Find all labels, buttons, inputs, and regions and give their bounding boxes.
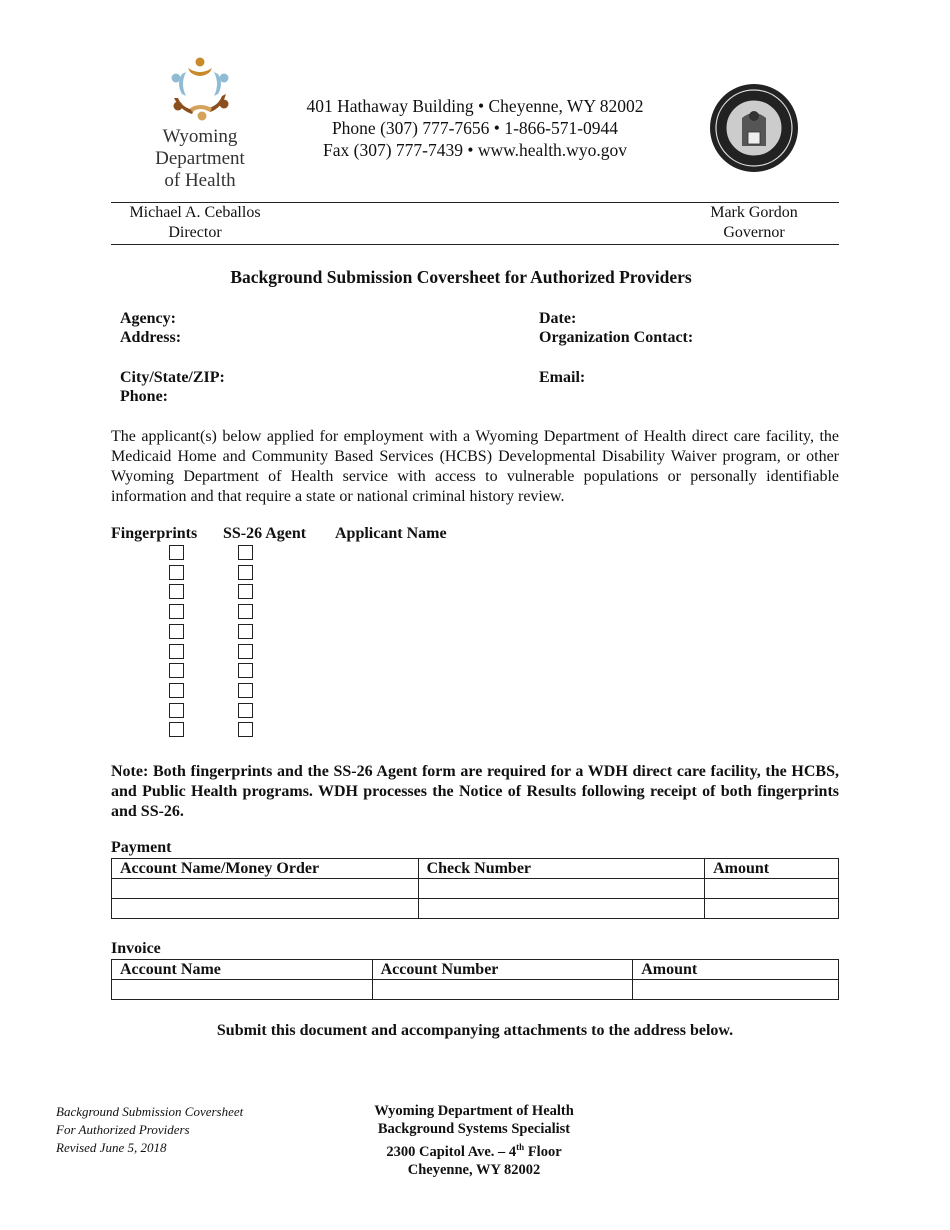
invoice-amount-header: Amount [633,960,839,980]
letterhead-address: 401 Hathaway Building • Cheyenne, WY 82002 [306,96,644,116]
table-row [112,899,839,919]
applicant-name-header: Applicant Name [335,525,447,542]
ss26-checkbox[interactable] [238,584,253,599]
agency-label: Agency: [120,310,176,327]
page-title: Background Submission Coversheet for Authorized Providers [230,267,692,287]
payment-check-header: Check Number [418,859,705,879]
invoice-cell[interactable] [633,980,839,1000]
invoice-cell[interactable] [112,980,373,1000]
invoice-cell[interactable] [372,980,633,1000]
letterhead-phone: Phone (307) 777-7656 • 1-866-571-0944 [331,118,619,138]
email-label: Email: [539,369,586,386]
submit-instruction: Submit this document and accompanying attachments to the address below. [216,1022,734,1039]
footer-doc-revised: Revised June 5, 2018 [56,1140,167,1155]
ss26-checkbox[interactable] [238,644,253,659]
state-seal-icon [708,82,800,174]
mailing-dept: Background Systems Specialist [377,1121,571,1137]
payment-cell[interactable] [112,899,419,919]
payment-table [111,858,839,919]
ss26-checkbox[interactable] [238,663,253,678]
mailing-address [366,1102,582,1179]
director-name: Michael A. Ceballos [129,204,261,221]
payment-amount-header: Amount [705,859,839,879]
table-row [112,879,839,899]
mailing-street: 2300 Capitol Ave. – 4th Floor [386,1142,562,1160]
fingerprints-checkbox[interactable] [169,663,184,678]
phone-label: Phone: [120,388,168,405]
ss26-header: SS-26 Agent [223,525,307,542]
org-contact-label: Organization Contact: [539,329,694,346]
governor-name: Mark Gordon [710,204,798,221]
ss26-checkbox[interactable] [238,624,253,639]
governor-block [690,203,818,243]
fingerprints-checkbox[interactable] [169,644,184,659]
director-title: Director [168,224,222,241]
ss26-checkbox[interactable] [238,545,253,560]
invoice-title: Invoice [111,940,161,957]
payment-cell[interactable] [705,899,839,919]
table-row [112,980,839,1000]
fingerprints-checkbox[interactable] [169,703,184,718]
footer-doc-title: Background Submission Coversheet [56,1104,244,1119]
requirements-note: Note: Both fingerprints and the SS-26 Agent form are required for a WDH direct care facility, the HCBS, and Public Health programs. WDH processes the Notice of Results following receipt of both fingerprints and SS-26. [111,763,839,820]
fingerprints-checkbox[interactable] [169,683,184,698]
director-block [111,203,279,243]
ss26-checkbox[interactable] [238,604,253,619]
header-rule-bottom [111,244,839,245]
address-label: Address: [120,329,182,346]
fingerprints-checkbox[interactable] [169,545,184,560]
invoice-table [111,959,839,1000]
letterhead-contact [260,95,690,161]
fingerprints-checkbox[interactable] [169,604,184,619]
footer-doc-audience: For Authorized Providers [56,1122,190,1137]
invoice-number-header: Account Number [372,960,633,980]
fingerprints-header: Fingerprints [111,525,198,542]
ss26-checkbox[interactable] [238,722,253,737]
payment-cell[interactable] [112,879,419,899]
invoice-account-header: Account Name [112,960,373,980]
fingerprints-checkbox[interactable] [169,565,184,580]
fingerprints-checkbox[interactable] [169,722,184,737]
ss26-checkbox[interactable] [238,703,253,718]
fingerprints-checkbox[interactable] [169,584,184,599]
payment-account-header: Account Name/Money Order [112,859,419,879]
payment-cell[interactable] [705,879,839,899]
payment-cell[interactable] [418,899,705,919]
ss26-checkbox[interactable] [238,683,253,698]
footer-doc-info [56,1103,243,1157]
governor-title: Governor [723,224,785,241]
fingerprints-checkbox[interactable] [169,624,184,639]
city-state-zip-label: City/State/ZIP: [120,369,225,386]
payment-title: Payment [111,839,172,856]
letterhead-fax: Fax (307) 777-7439 • www.health.wyo.gov [323,140,627,160]
table-row [112,960,839,980]
mailing-org: Wyoming Department of Health [374,1103,574,1119]
payment-cell[interactable] [418,879,705,899]
intro-paragraph: The applicant(s) below applied for employment with a Wyoming Department of Health direct care facility, the Medicaid Home and Community Based Services (HCBS) Developmental Disability Waiver program, or other Wyoming Department of Health service with access to vulnerable populations or personally identifiable information and that require a state or national criminal history review. [111,428,839,505]
mailing-city: Cheyenne, WY 82002 [407,1161,541,1178]
table-row [112,859,839,879]
logo-wordmark: Wyoming Department of Health [155,126,245,191]
date-label: Date: [539,310,577,327]
ss26-checkbox[interactable] [238,565,253,580]
